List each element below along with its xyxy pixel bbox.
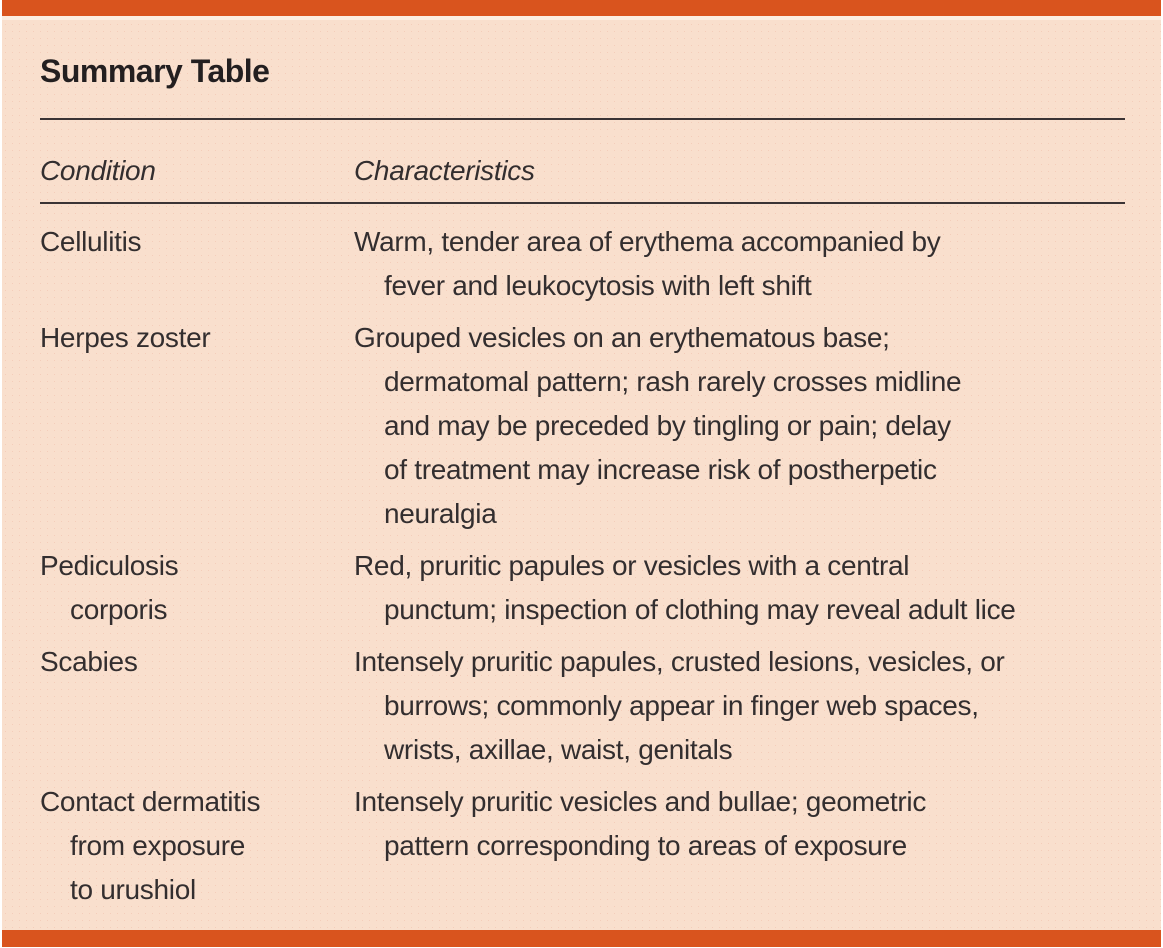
page-title: Summary Table: [40, 53, 270, 89]
characteristics-cell: [354, 220, 1125, 308]
condition-cell: [40, 640, 354, 772]
bottom-accent-bar: [2, 930, 1161, 947]
table-row: [40, 640, 1125, 772]
condition-cell: [40, 220, 354, 308]
column-header-characteristics: Characteristics: [354, 155, 535, 186]
summary-table-page: [2, 0, 1161, 947]
condition-line: Pediculosis: [40, 550, 179, 581]
condition-cell: [40, 544, 354, 632]
characteristics-line: Warm, tender area of erythema accompanied by: [354, 226, 941, 257]
divider-under-headers: [40, 202, 1125, 204]
characteristics-line: of treatment may increase risk of postherpetic: [384, 454, 937, 485]
table-row: [40, 780, 1125, 912]
characteristics-cell: [354, 316, 1125, 536]
condition-line: Contact dermatitis: [40, 786, 261, 817]
table-body: [40, 220, 1125, 912]
table-content: [2, 54, 1161, 912]
condition-line: corporis: [70, 594, 168, 625]
characteristics-cell: [354, 544, 1125, 632]
characteristics-cell: [354, 640, 1125, 772]
characteristics-line: Grouped vesicles on an erythematous base;: [354, 322, 890, 353]
table-row: [40, 220, 1125, 308]
characteristics-line: Red, pruritic papules or vesicles with a central: [354, 550, 910, 581]
condition-cell: [40, 780, 354, 912]
characteristics-line: dermatomal pattern; rash rarely crosses midline: [384, 366, 962, 397]
divider-under-title: [40, 118, 1125, 120]
condition-line: Herpes zoster: [40, 322, 211, 353]
table-header-row: [40, 154, 1125, 188]
characteristics-line: neuralgia: [384, 498, 497, 529]
column-header-condition: Condition: [40, 155, 156, 186]
characteristics-line: Intensely pruritic vesicles and bullae; geometric: [354, 786, 927, 817]
table-row: [40, 316, 1125, 536]
condition-line: to urushiol: [70, 874, 196, 905]
characteristics-line: punctum; inspection of clothing may reveal adult lice: [384, 594, 1016, 625]
top-accent-stripe: [2, 16, 1161, 20]
top-accent-bar: [2, 0, 1161, 16]
characteristics-line: and may be preceded by tingling or pain; delay: [384, 410, 951, 441]
characteristics-line: Intensely pruritic papules, crusted lesions, vesicles, or: [354, 646, 1005, 677]
condition-cell: [40, 316, 354, 536]
condition-line: Scabies: [40, 646, 138, 677]
characteristics-line: burrows; commonly appear in finger web spaces,: [384, 690, 979, 721]
condition-line: from exposure: [70, 830, 246, 861]
characteristics-line: pattern corresponding to areas of exposure: [384, 830, 907, 861]
table-row: [40, 544, 1125, 632]
condition-line: Cellulitis: [40, 226, 142, 257]
characteristics-line: fever and leukocytosis with left shift: [384, 270, 812, 301]
characteristics-cell: [354, 780, 1125, 912]
characteristics-line: wrists, axillae, waist, genitals: [384, 734, 733, 765]
